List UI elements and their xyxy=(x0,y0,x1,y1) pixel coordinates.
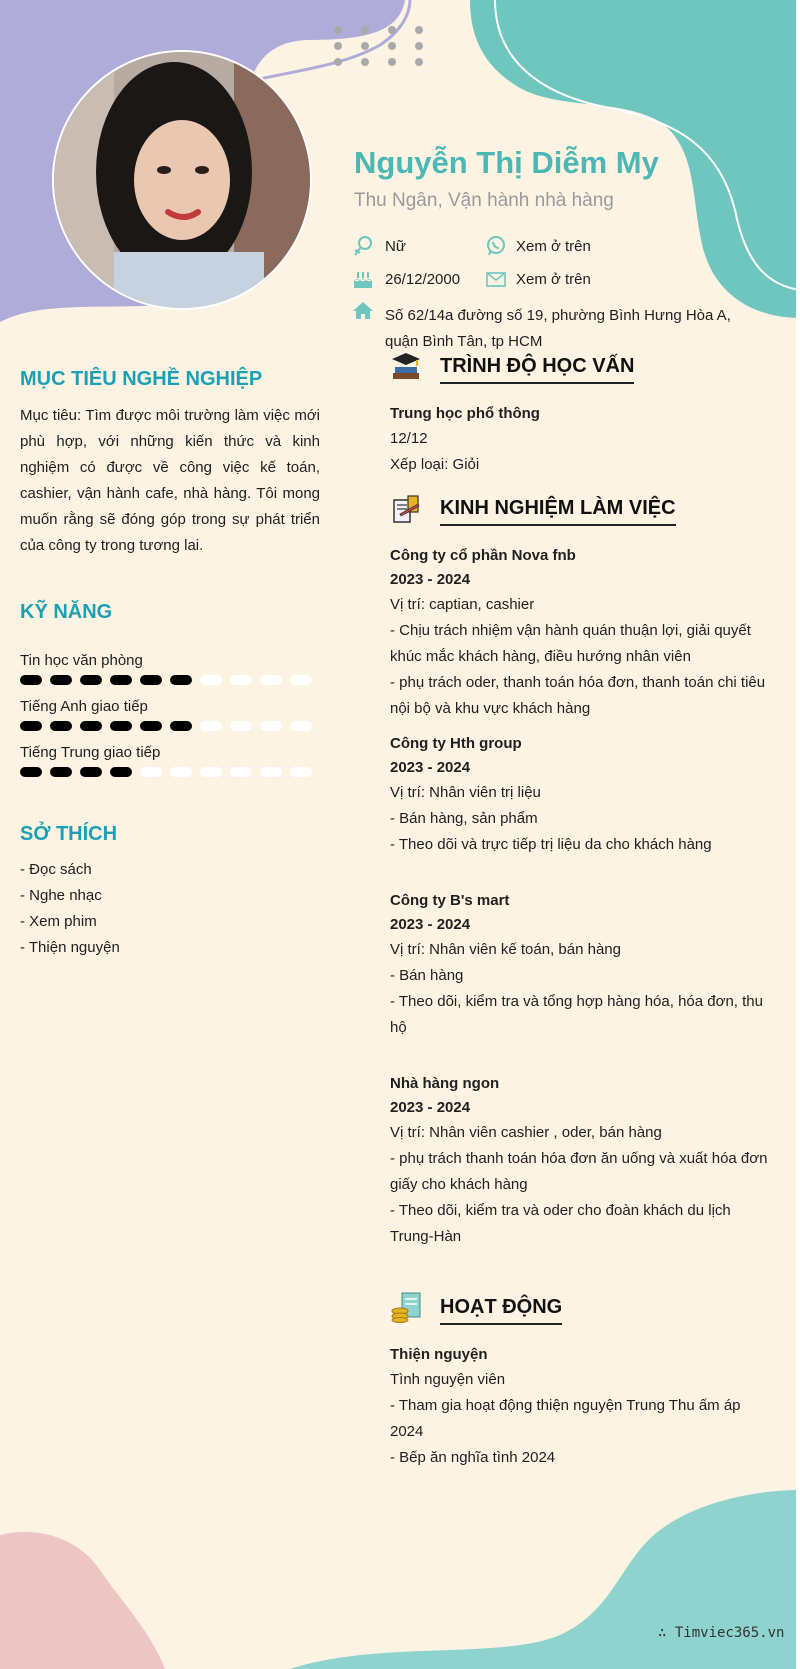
activity-detail: - Bếp ăn nghĩa tình 2024 xyxy=(390,1449,556,1466)
skill-level xyxy=(20,721,312,731)
job-period: 2023 - 2024 xyxy=(390,916,471,933)
job-position: Vị trí: Nhân viên kế toán, bán hàng xyxy=(390,941,621,958)
skill-dot-empty xyxy=(200,721,222,731)
job-company: Nhà hàng ngon xyxy=(390,1075,500,1092)
job-period: 2023 - 2024 xyxy=(390,759,471,776)
job-entry xyxy=(390,544,770,722)
activity-detail: - Tham gia hoạt động thiện nguyện Trung Thu ấm áp 2024 xyxy=(390,1397,741,1440)
skill-dot-filled xyxy=(110,721,132,731)
education-title: TRÌNH ĐỘ HỌC VẤN xyxy=(440,355,634,384)
phone-icon xyxy=(485,235,507,257)
experience-header xyxy=(440,497,676,526)
skill-dot-filled xyxy=(170,675,192,685)
phone-value: Xem ở trên xyxy=(516,238,591,255)
skill-dot-empty xyxy=(230,767,252,777)
skill-level xyxy=(20,767,312,777)
job-duty: - Chịu trách nhiệm vận hành quán thuận lợi, giải quyết khúc mắc khách hàng, điều hướng nhân viên xyxy=(390,622,751,665)
hobbies-title: SỞ THÍCH xyxy=(20,823,118,845)
skill-dot-empty xyxy=(230,721,252,731)
skill-dot-filled xyxy=(20,721,42,731)
education-rank: Xếp loại: Giỏi xyxy=(390,456,480,473)
gender-value: Nữ xyxy=(385,238,406,255)
graduation-books-icon xyxy=(390,351,422,383)
skill-dot-filled xyxy=(140,721,162,731)
job-position: Vị trí: Nhân viên trị liệu xyxy=(390,784,541,801)
job-company: Công ty cổ phần Nova fnb xyxy=(390,547,576,564)
job-entry xyxy=(390,1072,770,1250)
job-duty: - Bán hàng xyxy=(390,967,464,984)
gender-icon xyxy=(352,235,374,257)
job-duty: - phụ trách thanh toán hóa đơn ăn uống và xuất hóa đơn giấy cho khách hàng xyxy=(390,1150,768,1193)
activities-title: HOẠT ĐỘNG xyxy=(440,1296,562,1325)
envelope-icon xyxy=(485,268,507,290)
skill-dot-empty xyxy=(200,767,222,777)
skill-dot-filled xyxy=(170,721,192,731)
activity-entry xyxy=(390,1343,770,1471)
hobby-item: - Xem phim xyxy=(20,913,97,930)
skill-dot-filled xyxy=(80,767,102,777)
job-position: Vị trí: Nhân viên cashier , oder, bán hàng xyxy=(390,1124,662,1141)
job-entry xyxy=(390,889,770,1041)
birthday-cake-icon xyxy=(352,268,374,290)
watermark: ∴ Timviec365.vn xyxy=(658,1625,785,1641)
job-duty: - Theo dõi, kiểm tra và tổng hợp hàng hóa, hóa đơn, thu hộ xyxy=(390,993,763,1036)
experience-title: KINH NGHIỆM LÀM VIỆC xyxy=(440,497,676,526)
skill-dot-filled xyxy=(50,675,72,685)
home-icon xyxy=(352,300,374,322)
skills-title: KỸ NĂNG xyxy=(20,601,113,623)
skill-level xyxy=(20,675,312,685)
hobby-item: - Nghe nhạc xyxy=(20,887,102,904)
skill-dot-filled xyxy=(80,721,102,731)
skill-dot-empty xyxy=(290,767,312,777)
skill-dot-empty xyxy=(170,767,192,777)
skill-item xyxy=(20,652,312,685)
hobby-item: - Thiện nguyện xyxy=(20,939,120,956)
skill-dot-filled xyxy=(140,675,162,685)
education-grade: 12/12 xyxy=(390,430,428,447)
birthday-value: 26/12/2000 xyxy=(385,271,461,288)
activities-header xyxy=(440,1296,562,1325)
job-company: Công ty Hth group xyxy=(390,735,522,752)
skill-label: Tiếng Anh giao tiếp xyxy=(20,698,148,715)
job-duty: - Theo dõi và trực tiếp trị liệu da cho khách hàng xyxy=(390,836,712,853)
skill-dot-empty xyxy=(260,721,282,731)
activity-name: Thiện nguyện xyxy=(390,1346,488,1363)
avatar xyxy=(52,50,312,310)
job-entry xyxy=(390,732,770,858)
skill-item xyxy=(20,698,312,731)
skill-dot-filled xyxy=(110,767,132,777)
skill-label: Tin học văn phòng xyxy=(20,652,143,669)
skill-dot-empty xyxy=(230,675,252,685)
activity-role: Tình nguyện viên xyxy=(390,1371,506,1388)
portrait-image xyxy=(54,52,310,308)
job-period: 2023 - 2024 xyxy=(390,571,471,588)
education-header xyxy=(440,355,634,384)
activity-coins-icon xyxy=(390,1291,422,1323)
skill-dot-empty xyxy=(260,675,282,685)
objective-title: MỤC TIÊU NGHỀ NGHIỆP xyxy=(20,368,263,390)
job-title: Thu Ngân, Vận hành nhà hàng xyxy=(354,190,614,211)
address-value: Số 62/14a đường số 19, phường Bình Hưng Hòa A, quận Bình Tân, tp HCM xyxy=(385,307,731,350)
skill-label: Tiếng Trung giao tiếp xyxy=(20,744,161,761)
skill-dot-empty xyxy=(260,767,282,777)
work-experience-icon xyxy=(390,492,422,524)
candidate-name: Nguyễn Thị Diễm My xyxy=(354,145,659,180)
skill-dot-filled xyxy=(110,675,132,685)
skill-dot-empty xyxy=(290,721,312,731)
skill-item xyxy=(20,744,312,777)
hobby-item: - Đọc sách xyxy=(20,861,92,878)
email-value: Xem ở trên xyxy=(516,271,591,288)
job-duty: - Bán hàng, sản phẩm xyxy=(390,810,538,827)
skill-dot-filled xyxy=(20,767,42,777)
skill-dot-filled xyxy=(20,675,42,685)
objective-text: Mục tiêu: Tìm được môi trường làm việc mới phù hợp, với những kiến thức và kinh nghiệm có được về công việc kế toán, cashier, vận hành cafe, nhà hàng. Tôi mong muốn rằng sẽ đóng góp trong sự phát triển của công ty trong tương lai. xyxy=(20,407,320,554)
job-duty: - Theo dõi, kiểm tra và oder cho đoàn khách du lịch Trung-Hàn xyxy=(390,1202,731,1245)
education-school: Trung học phổ thông xyxy=(390,405,540,422)
job-position: Vị trí: captian, cashier xyxy=(390,596,535,613)
job-company: Công ty B's mart xyxy=(390,892,510,909)
skill-dot-filled xyxy=(50,767,72,777)
education-block xyxy=(390,402,770,478)
skill-dot-empty xyxy=(290,675,312,685)
hobbies-list xyxy=(20,857,120,961)
skill-dot-filled xyxy=(50,721,72,731)
job-period: 2023 - 2024 xyxy=(390,1099,471,1116)
skill-dot-filled xyxy=(80,675,102,685)
job-duty: - phụ trách oder, thanh toán hóa đơn, thanh toán chi tiêu nội bộ và khu vực khách hàng xyxy=(390,674,766,717)
skill-dot-empty xyxy=(200,675,222,685)
skill-dot-empty xyxy=(140,767,162,777)
